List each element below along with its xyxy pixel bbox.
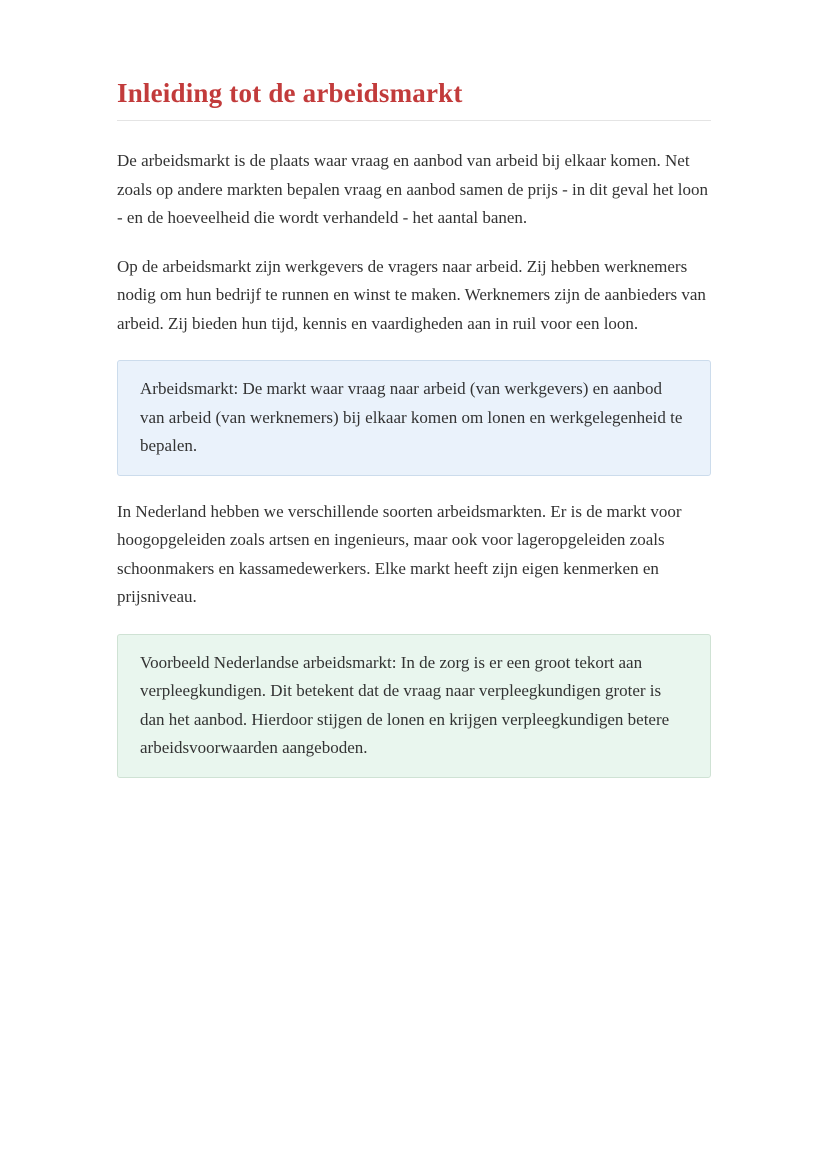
paragraph-markets: In Nederland hebben we verschillende soorten arbeidsmarkten. Er is de markt voor hoogopgeleiden zoals artsen en ingenieurs, maar ook voor lageropgeleiden zoals schoonmakers en kassamedewerkers. Elke markt heeft zijn eigen kenmerken en prijsniveau. <box>117 501 682 606</box>
example-callout <box>117 634 711 778</box>
paragraph-actors: Op de arbeidsmarkt zijn werkgevers de vragers naar arbeid. Zij hebben werknemers nodig om hun bedrijf te runnen en winst te maken. Werknemers zijn de aanbieders van arbeid. Zij bieden hun tijd, kennis en vaardigheden aan in ruil voor een loon. <box>117 256 706 333</box>
title-divider <box>117 120 711 121</box>
page-title: Inleiding tot de arbeidsmarkt <box>117 78 463 108</box>
definition-callout-text: Arbeidsmarkt: De markt waar vraag naar arbeid (van werkgevers) en aanbod van arbeid (van werknemers) bij elkaar komen om lonen en werkgelegenheid te bepalen. <box>140 379 683 455</box>
document-page <box>117 0 711 778</box>
example-callout-text: Voorbeeld Nederlandse arbeidsmarkt: In de zorg is er een groot tekort aan verpleegkundigen. Dit betekent dat de vraag naar verpleegkundigen groter is dan het aanbod. Hierdoor stijgen de lonen en krijgen verpleegkundigen betere arbeidsvoorwaarden aangeboden. <box>140 652 670 757</box>
definition-callout <box>117 360 711 476</box>
paragraph-intro: De arbeidsmarkt is de plaats waar vraag en aanbod van arbeid bij elkaar komen. Net zoals op andere markten bepalen vraag en aanbod samen de prijs - in dit geval het loon - en de hoeveelheid die wordt verhandeld - het aantal banen. <box>117 151 709 227</box>
